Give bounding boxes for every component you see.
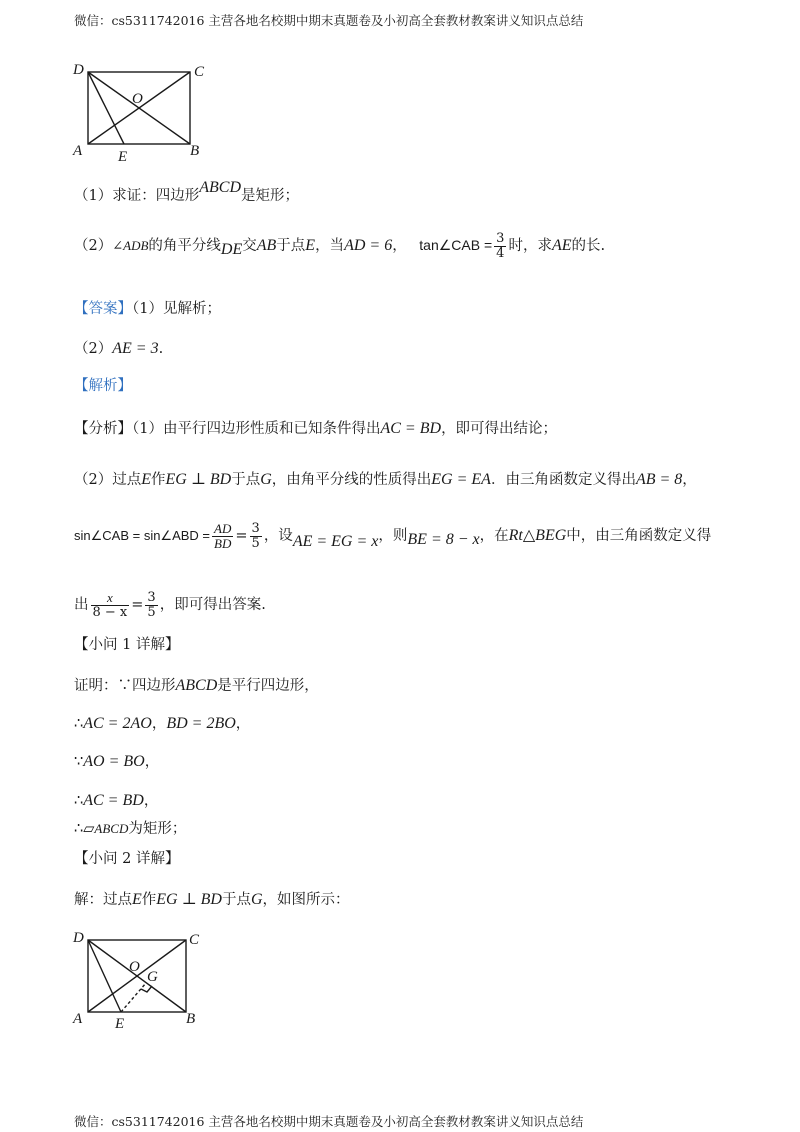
analysis-part-2: （2）过点E作EG ⊥ BD于点G，由角平分线的性质得出EG = EA．由三角函数定义得出AB = 8， bbox=[74, 471, 697, 488]
question-2: （2）∠ADB的角平分线DE交AB于点E，当AD = 6， tan∠CAB = $\frac{3}{4}$ 时，求AE的长. bbox=[74, 231, 606, 261]
label-c: C bbox=[194, 64, 205, 80]
proof-line-1: 证明：∵四边形ABCD是平行四边形， bbox=[74, 677, 319, 694]
subquestion-1-label: 【小问 1 详解】 bbox=[74, 637, 180, 653]
page-footer: 微信：cs5311742016 主营各地名校期中期末真题卷及小初高全套教材教案讲义知识点总结 bbox=[74, 1114, 584, 1129]
label-b: B bbox=[190, 143, 200, 159]
question-1: （1）求证：四边形ABCD是矩形； bbox=[74, 179, 300, 204]
label-a-2: A bbox=[73, 1011, 83, 1027]
proof-line-4: ∴AC = BD， bbox=[74, 792, 159, 809]
label-o-2: O bbox=[129, 959, 140, 975]
label-g-2: G bbox=[147, 969, 158, 985]
subquestion-2-label: 【小问 2 详解】 bbox=[74, 851, 180, 867]
label-b-2: B bbox=[186, 1011, 196, 1027]
label-d: D bbox=[73, 62, 84, 78]
proof-line-5: ∴▱ABCD为矩形； bbox=[74, 821, 187, 837]
label-c-2: C bbox=[189, 932, 200, 948]
analysis-label: 【解析】 bbox=[74, 378, 132, 394]
label-e: E bbox=[118, 149, 128, 165]
proof-line-2: ∴AC = 2AO，BD = 2BO， bbox=[74, 715, 251, 732]
analysis-part-4: 出 $\frac{x}{8 - x}$ = $\frac{3}{5}$ ，即可得出答案. bbox=[74, 590, 266, 620]
label-o: O bbox=[132, 91, 143, 107]
solution-line: 解：过点E作EG ⊥ BD于点G，如图所示： bbox=[74, 891, 350, 908]
label-a: A bbox=[73, 143, 83, 159]
answer-line: 【答案】（1）见解析； bbox=[74, 301, 221, 317]
answer-line-2: （2）AE = 3. bbox=[74, 340, 164, 357]
page-header: 微信：cs5311742016 主营各地名校期中期末真题卷及小初高全套教材教案讲义知识点总结 bbox=[74, 13, 584, 28]
label-e-2: E bbox=[115, 1016, 125, 1032]
label-d-2: D bbox=[73, 930, 84, 946]
analysis-part-3: sin∠CAB = sin∠ABD = $\frac{AD}{BD}$ = $\frac{3}{5}$ ，设AE = EG = x，则BE = 8 − x，在Rt△BEG中，由三角函数定义得 bbox=[74, 521, 712, 551]
analysis-part-1: 【分析】（1）由平行四边形性质和已知条件得出AC = BD，即可得出结论； bbox=[74, 420, 558, 437]
proof-line-3: ∵AO = BO， bbox=[74, 753, 160, 770]
